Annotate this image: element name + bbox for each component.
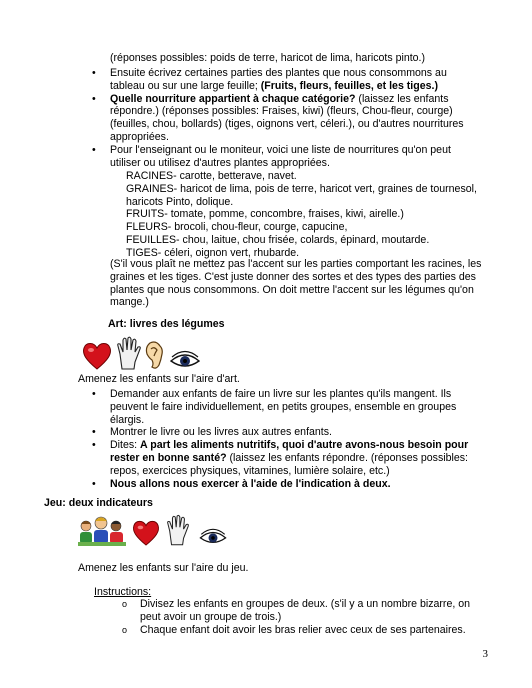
list-item: • Ensuite écrivez certaines parties des plantes que nous consommons au tableau ou sur une large feuille; (Fruits, fleurs, feuilles, et les tiges.)	[92, 67, 482, 93]
bullet-list-art	[92, 388, 482, 490]
game-icons	[78, 512, 228, 546]
food-line: FEUILLES- chou, laitue, chou frisée, colards, épinard, moutarde.	[126, 233, 430, 246]
list-item: • Quelle nourriture appartient à chaque catégorie? (laissez les enfants répondre.) (réponses possibles: Fraises, kiwi) (fleurs, Chou-fleur, courge) (feuilles, chou, bollards) (tiges, oignons vert, céleri.), ou d'autres nourritures appropriées.	[92, 93, 482, 144]
intro-line: (réponses possibles: poids de terre, haricot de lima, haricots pinto.)	[110, 52, 426, 64]
instructions-list	[120, 598, 490, 636]
food-category-list	[126, 170, 486, 260]
list-item: o Chaque enfant doit avoir les bras relier avec ceux de ses partenaires.	[120, 624, 490, 637]
eye-icon	[198, 528, 228, 546]
heart-icon	[132, 520, 160, 546]
heart-icon	[82, 342, 112, 370]
game-heading: Jeu: deux indicateurs	[44, 497, 153, 509]
list-item: • Dites: A part les aliments nutritifs, quoi d'autre avons-nous besoin pour rester en bonne santé? (laissez les enfants répondre. (réponses possibles: repos, exercices physiques, vitamines, lumière solaire, etc.)	[92, 439, 482, 477]
list-item: • Demander aux enfants de faire un livre sur les plantes qu'ils mangent. Ils peuvent le faire individuellement, en petits groupes, ensemble en groupes élargis.	[92, 388, 482, 426]
game-intro: Amenez les enfants sur l'aire du jeu.	[78, 562, 249, 574]
eye-icon	[169, 350, 201, 370]
hand-icon	[166, 514, 190, 546]
ear-icon	[144, 340, 166, 370]
art-heading: Art: livres des légumes	[108, 318, 225, 330]
food-line: FRUITS- tomate, pomme, concombre, fraises, kiwi, airelle.)	[126, 208, 404, 221]
list-item: • Nous allons nous exercer à l'aide de l'indication à deux.	[92, 478, 482, 491]
note-paragraph: (S'il vous plaît ne mettez pas l'accent sur les parties comportant les racines, les graines et les tiges. C'est juste donner des sortes et des types des parties des plantes que nous consommons. On doit mettre l'accent sur les légumes qu'on mange.)	[110, 258, 482, 309]
food-line: GRAINES- haricot de lima, pois de terre, haricot vert, graines de tournesol, haricots Pinto, dolique.	[126, 182, 477, 208]
art-intro: Amenez les enfants sur l'aire d'art.	[78, 373, 240, 385]
food-line: FLEURS- brocoli, chou-fleur, courge, capucine,	[126, 221, 348, 234]
list-item: • Montrer le livre ou les livres aux autres enfants.	[92, 426, 482, 439]
instructions-heading: Instructions:	[94, 586, 152, 598]
list-item: • Pour l'enseignant ou le moniteur, voici une liste de nourritures qu'on peut utiliser ou utilisez d'autres plantes appropriées.	[92, 144, 482, 170]
page-number: 3	[482, 648, 488, 660]
hand-icon	[116, 336, 142, 370]
art-icons	[82, 336, 201, 370]
bullet-list-foods	[92, 67, 482, 169]
list-item: o Divisez les enfants en groupes de deux. (s'il y a un nombre bizarre, on peut avoir un groupe de trois.)	[120, 598, 490, 624]
food-line: RACINES- carotte, betterave, navet.	[126, 170, 297, 182]
children-group-icon	[78, 512, 126, 546]
food-line: TIGES- céleri, oignon vert, rhubarde.	[126, 246, 300, 259]
